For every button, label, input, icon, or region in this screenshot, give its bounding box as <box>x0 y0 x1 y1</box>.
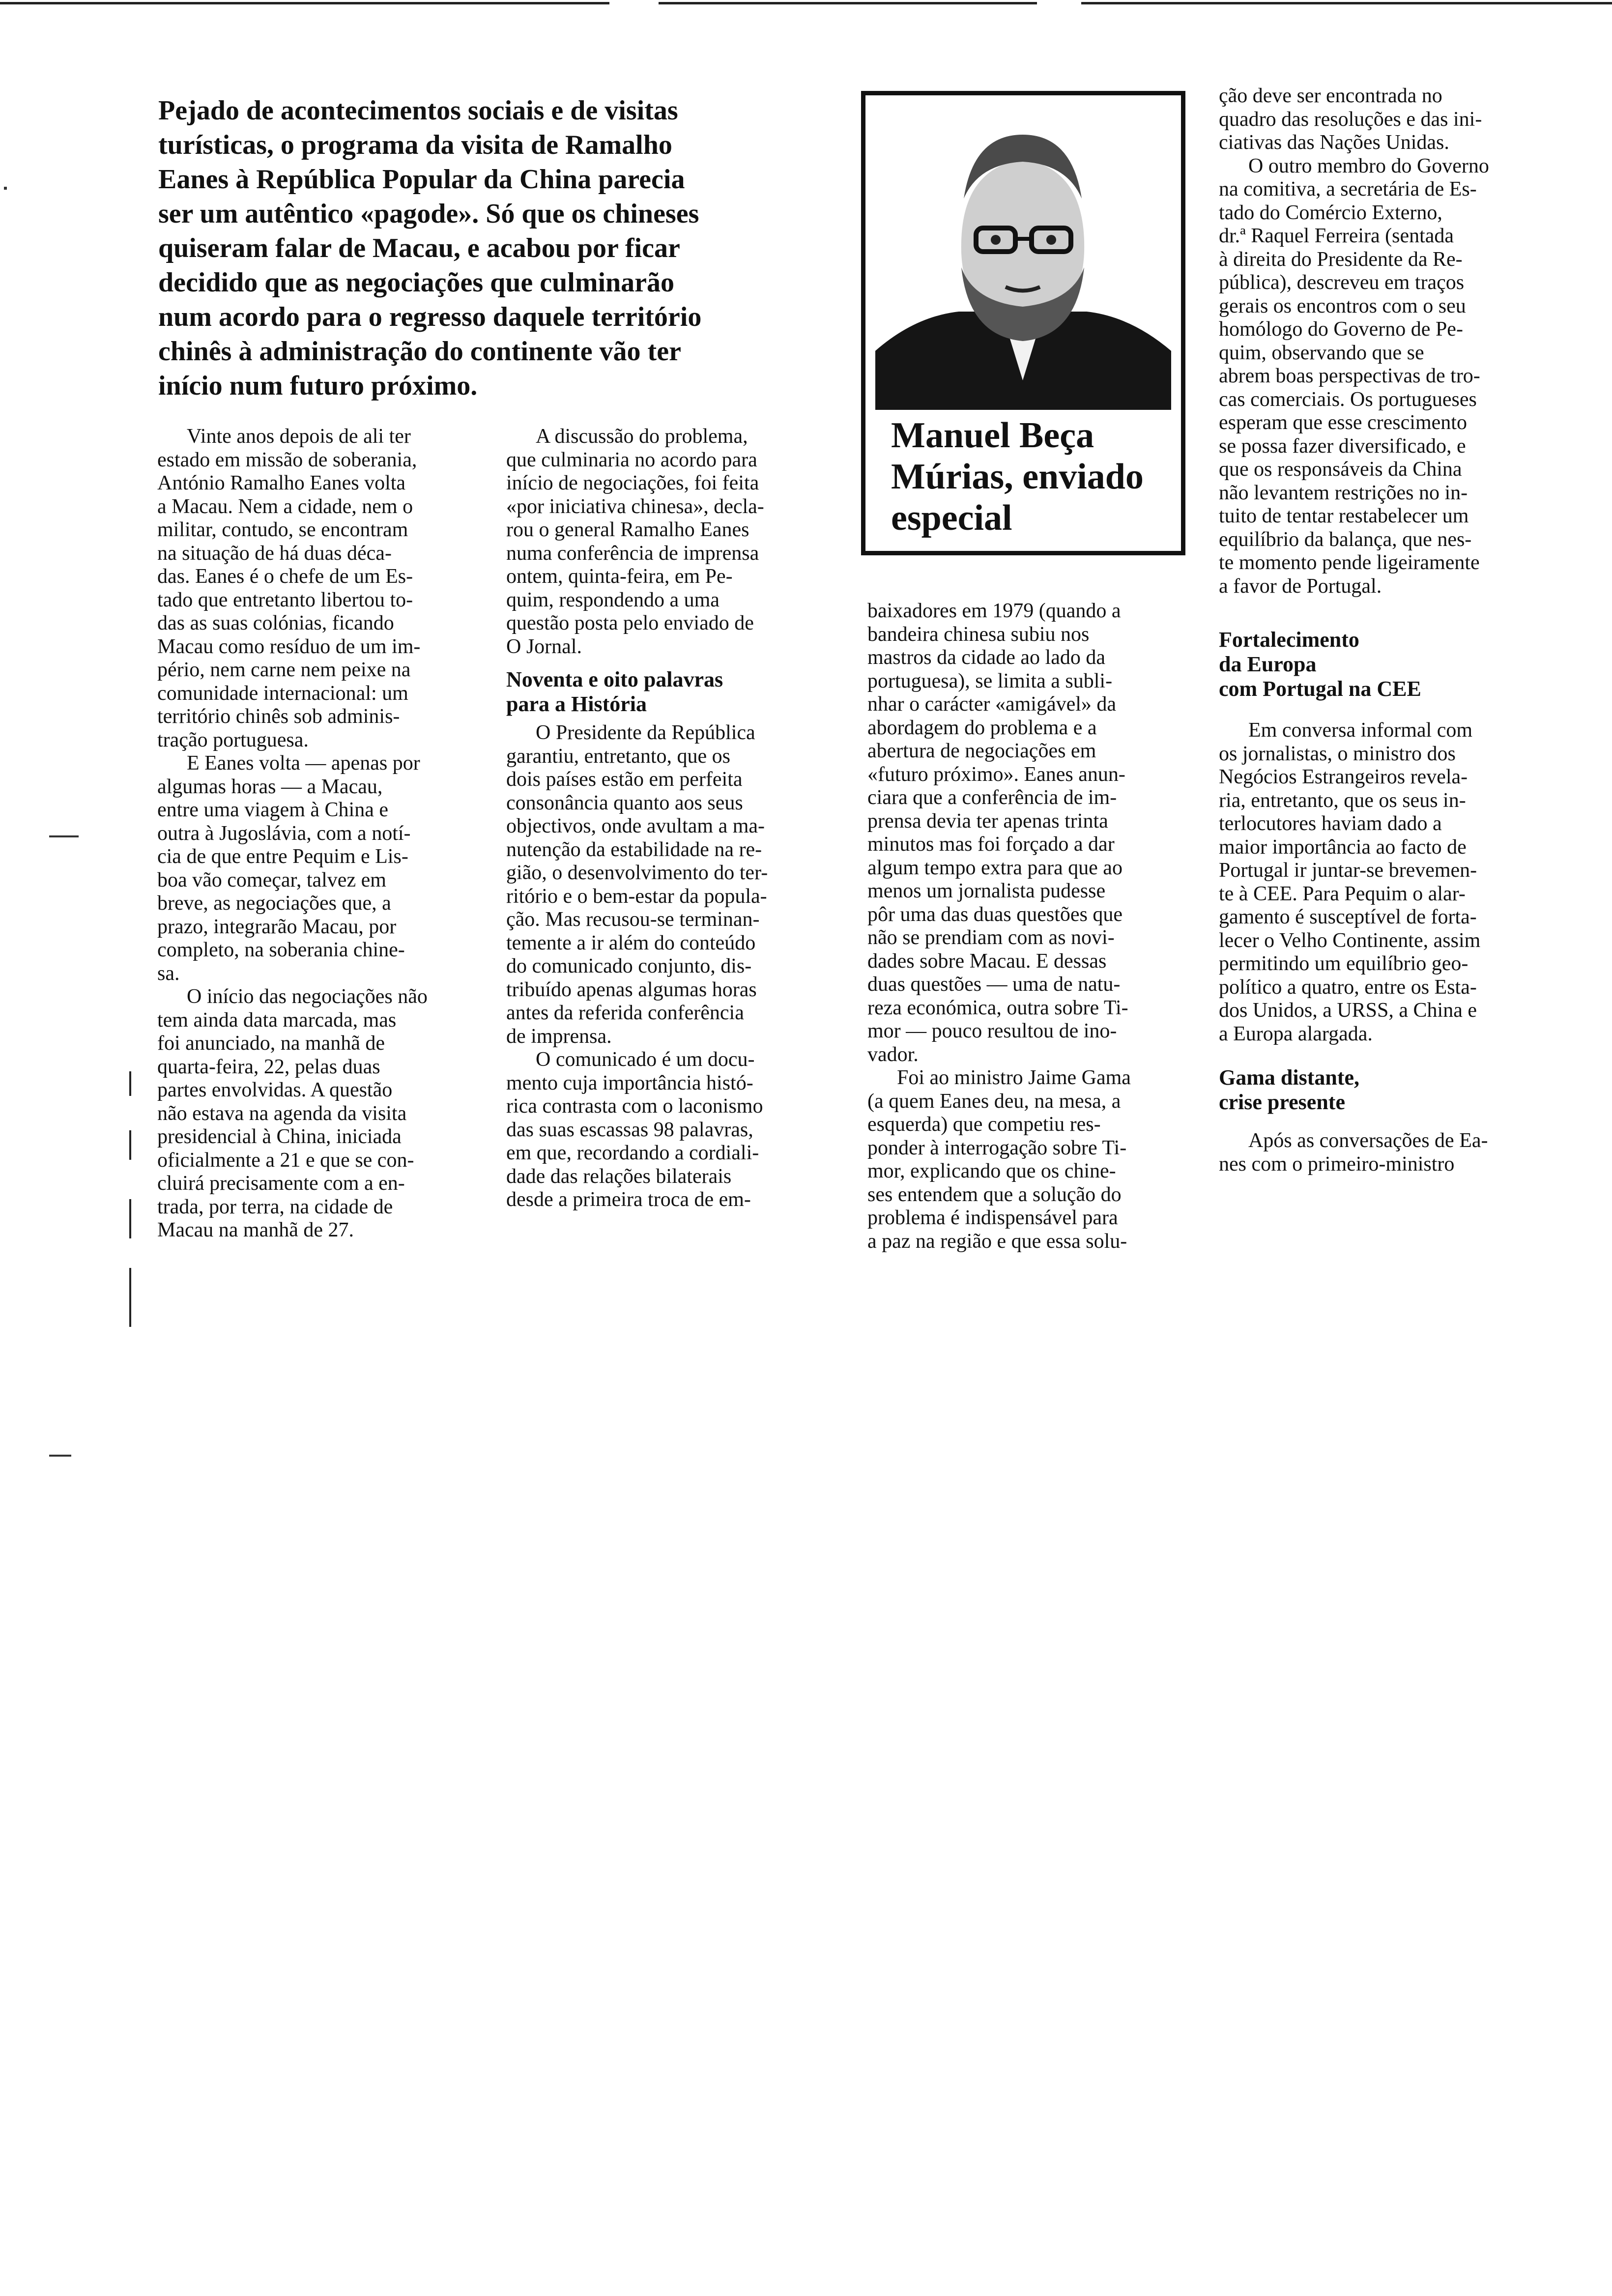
paragraph: Vinte anos depois de ali ter estado em missão de soberania, António Ramalho Eanes volta a Macau. Nem a cidade, nem o militar, contudo, se encontram na situação de há duas déca- das. Eanes é o chefe de um Es- tado que entretanto libertou to- das as suas colónias, ficando Macau como resíduo de um im- pério, nem carne nem peixe na comunidade internacional: um território chinês sob adminis- tração portuguesa. <box>157 425 421 751</box>
paragraph: Após as conversações de Ea- nes com o primeiro-ministro <box>1219 1129 1488 1176</box>
paragraph: E Eanes volta — apenas por algumas horas — a Macau, entre uma viagem à China e outra à Jugoslávia, com a notí- cia de que entre Pequim e Lis- boa vão começar, talvez em breve, as negociações que, a prazo, integrarão Macau, por completo, na soberania chine- sa. <box>157 752 420 985</box>
column-3 <box>867 600 1192 1253</box>
byline: Manuel Beça Múrias, enviado especial <box>891 415 1144 538</box>
byline-box <box>861 91 1185 555</box>
subheading: Noventa e oito palavras para a História <box>506 667 723 716</box>
top-rule <box>0 2 609 4</box>
paragraph: O outro membro do Governo na comitiva, a secretária de Es- tado do Comércio Externo, dr.ª Raquel Ferreira (sentada à direita do Presidente da Re- pública), descreveu em traços gerais os encontros com o seu homólogo do Governo de Pe- quim, observando que se abrem boas perspectivas de tro- cas comerciais. Os portugueses esperam que esse crescimento se possa fazer diversificado, e que os responsáveis da China não levantem restrições no in- tuito de tentar restabelecer um equilíbrio da balança, que nes- te momento pende ligeiramente a favor de Portugal. <box>1219 154 1489 598</box>
paragraph: A discussão do problema, que culminaria no acordo para início de negociações, foi feita «por iniciativa chinesa», decla- rou o general Ramalho Eanes numa conferência de imprensa ontem, quinta-feira, em Pe- quim, respondendo a uma questão posta pelo enviado de O Jornal. <box>506 425 764 658</box>
scan-mark <box>4 187 7 190</box>
paragraph: Foi ao ministro Jaime Gama (a quem Eanes deu, na mesa, a esquerda) que competiu res- ponder à interrogação sobre Ti- mor, explicando que os chine- ses entendem que a solução do problema é indispensável para a paz na região e que essa solu- <box>867 1066 1131 1253</box>
subheading: Gama distante, crise presente <box>1219 1065 1359 1114</box>
paragraph: Em conversa informal com os jornalistas, o ministro dos Negócios Estrangeiros revela- ria, entretanto, que os seus in- terlocutores haviam dado a maior importância ao facto de Portugal ir juntar-se brevemen- te à CEE. Para Pequim o alar- gamento é susceptível de forta- lecer o Velho Continente, assim permitindo um equilíbrio geo- político a quatro, entre os Esta- dos Unidos, a URSS, a China e a Europa alargada. <box>1219 719 1481 1045</box>
paragraph: O comunicado é um docu- mento cuja importância histó- rica contrasta com o laconismo das suas escassas 98 palavras, em que, recordando a cordiali- dade das relações bilaterais desde a primeira troca de em- <box>506 1048 763 1211</box>
column-1 <box>157 425 487 1242</box>
paragraph: baixadores em 1979 (quando a bandeira chinesa subiu nos mastros da cidade ao lado da portuguesa), se limita a subli- nhar o carácter «amigável» da abordagem do problema e a abertura de negociações em «futuro próximo». Eanes anun- ciara que a conferência de im- prensa devia ter apenas trinta minutos mas foi forçado a dar algum tempo extra para que ao menos um jornalista pudesse pôr uma das duas questões que não se prendiam com as novi- dades sobre Macau. E dessas duas questões — uma de natu- reza económica, outra sobre Ti- mor — pouco resultou de ino- vador. <box>867 600 1128 1066</box>
scan-mark <box>49 835 79 837</box>
paragraph: ção deve ser encontrada no quadro das resoluções e das ini- ciativas das Nações Unidas. <box>1219 85 1482 154</box>
column-4 <box>1219 85 1558 1176</box>
scan-mark <box>49 1455 71 1457</box>
margin-marks <box>125 1071 135 1347</box>
author-portrait <box>875 105 1171 410</box>
column-2 <box>506 425 840 1212</box>
paragraph: O início das negociações não tem ainda data marcada, mas foi anunciado, na manhã de quarta-feira, 22, pelas duas partes envolvidas. A questão não estava na agenda da visita presidencial à China, iniciada oficialmente a 21 e que se con- cluirá precisamente com a en- trada, por terra, na cidade de Macau na manhã de 27. <box>157 985 428 1241</box>
top-rule <box>659 2 1037 4</box>
article-lead: Pejado de acontecimentos sociais e de visitas turísticas, o programa da visita de Ramalho Eanes à República Popular da China parecia ser um autêntico «pagode». Só que os chineses quiseram falar de Macau, e acabou por ficar decidido que as negociações que culminarão num acordo para o regresso daquele território chinês à administração do continente vão ter início num futuro próximo. <box>158 95 702 401</box>
subheading: Fortalecimento da Europa com Portugal na CEE <box>1219 628 1421 701</box>
top-rule <box>1081 2 1612 4</box>
paragraph: O Presidente da República garantiu, entretanto, que os dois países estão em perfeita consonância quanto aos seus objectivos, onde avultam a ma- nutenção da estabilidade na re- gião, o desenvolvimento do ter- ritório e o bem-estar da popula- ção. Mas recusou-se terminan- temente a ir além do conteúdo do comunicado conjunto, dis- tribuído apenas algumas horas antes da referida conferência de imprensa. <box>506 721 768 1048</box>
